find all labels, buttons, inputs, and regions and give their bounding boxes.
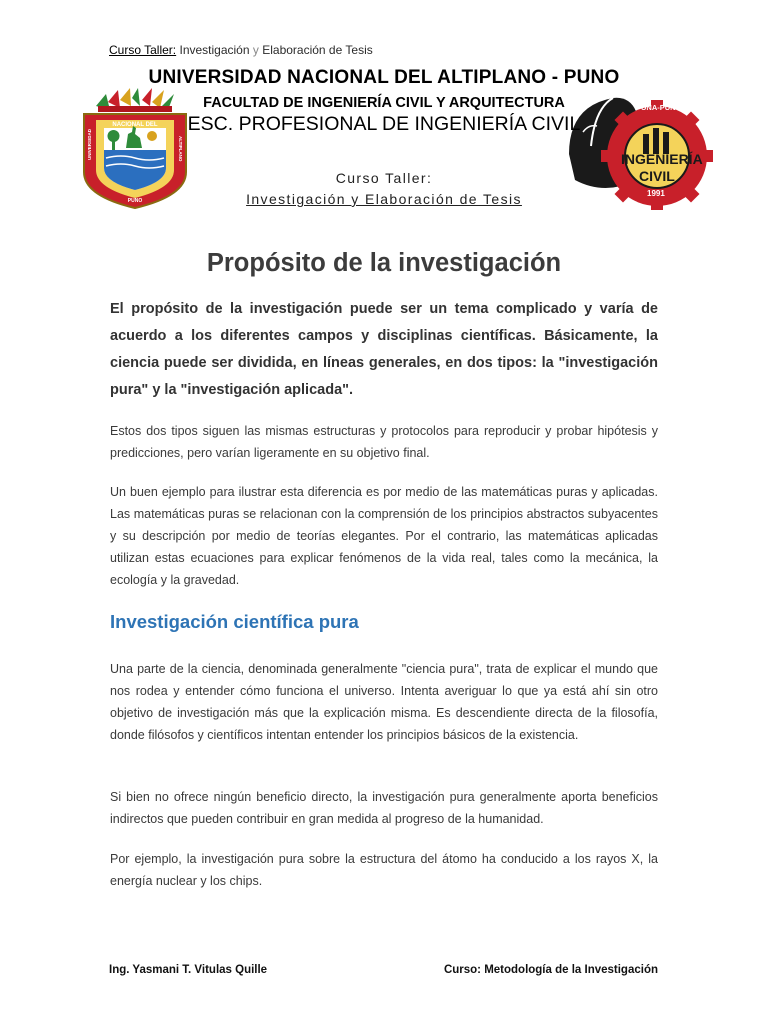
running-header-label: Curso Taller: [109,43,177,57]
lead-paragraph: El propósito de la investigación puede ser un tema complicado y varía de acuerdo a los diferentes campos y disciplinas científicas. Básicamente, la ciencia puede ser dividida, en líneas generales, en dos tipos: la "investigación pura" y la "investigación aplicada". [110,301,658,398]
footer-course: Curso: Metodología de la Investigación [443,964,658,976]
course-name [0,191,768,207]
school-name: ESC. PROFESIONAL DE INGENIERÍA CIVIL [187,113,581,135]
paragraph-5: Por ejemplo, la investigación pura sobre la estructura del átomo ha conducido a los rayos X, la energía nuclear y los chips. [110,852,658,888]
page-title: Propósito de la investigación [206,249,562,277]
logo-top-text: UNA-PUNO [641,103,682,112]
seal-arc-text: NACIONAL DEL [112,122,158,128]
footer-author: Ing. Yasmani T. Vitulas Quille [109,964,268,976]
course-label: Curso Taller: [335,170,433,186]
seal-bottom-text: PUNO [127,198,143,204]
seal-left-text: UNIVERSIDAD [87,128,92,160]
running-header-connector: y [252,43,259,57]
faculty-name: FACULTAD DE INGENIERÍA CIVIL Y ARQUITECTURA [203,95,565,111]
university-title: UNIVERSIDAD NACIONAL DEL ALTIPLANO - PUNO [148,67,620,88]
paragraph-3: Una parte de la ciencia, denominada generalmente "ciencia pura", trata de explicar el mundo que nos rodea y entender cómo funciona el universo. Intenta averiguar lo que ya está ahí sin otro objetivo de investigación más que la explicación misma. Es descendiente directa de la filosofía, donde filósofos y científicos intentan entender los principios básicos de la existencia. [110,662,658,742]
running-header [109,43,373,57]
course-name-text: Investigación y Elaboración de Tesis [246,191,522,207]
section-heading: Investigación científica pura [110,611,359,632]
logo-year-text: 1991 [647,189,665,198]
logo-line1-text: INGENIERÍA [621,151,703,167]
running-header-course-part1: Investigación [179,43,250,57]
paragraph-1: Estos dos tipos siguen las mismas estructuras y protocolos para reproducir y probar hipótesis y predicciones, pero varían ligeramente en su objetivo final. [110,424,658,460]
paragraph-2: Un buen ejemplo para ilustrar esta diferencia es por medio de las matemáticas puras y aplicadas. Las matemáticas puras se relacionan con la comprensión de los principios abstractos subyacentes y su descripción por medio de teorías elegantes. Por el contrario, las matemáticas aplicadas utilizan estas ecuaciones para explicar fenómenos de la vida real, tales como la mecánica, la ecología y la gravedad. [110,485,658,587]
paragraph-4: Si bien no ofrece ningún beneficio directo, la investigación pura generalmente aporta beneficios indirectos que pueden contribuir en gran medida al progreso de la humanidad. [110,790,658,826]
seal-right-text: ALTIPLANO [178,136,183,162]
running-header-course-part2: Elaboración de Tesis [262,43,373,57]
logo-line2-text: CIVIL [639,168,675,184]
